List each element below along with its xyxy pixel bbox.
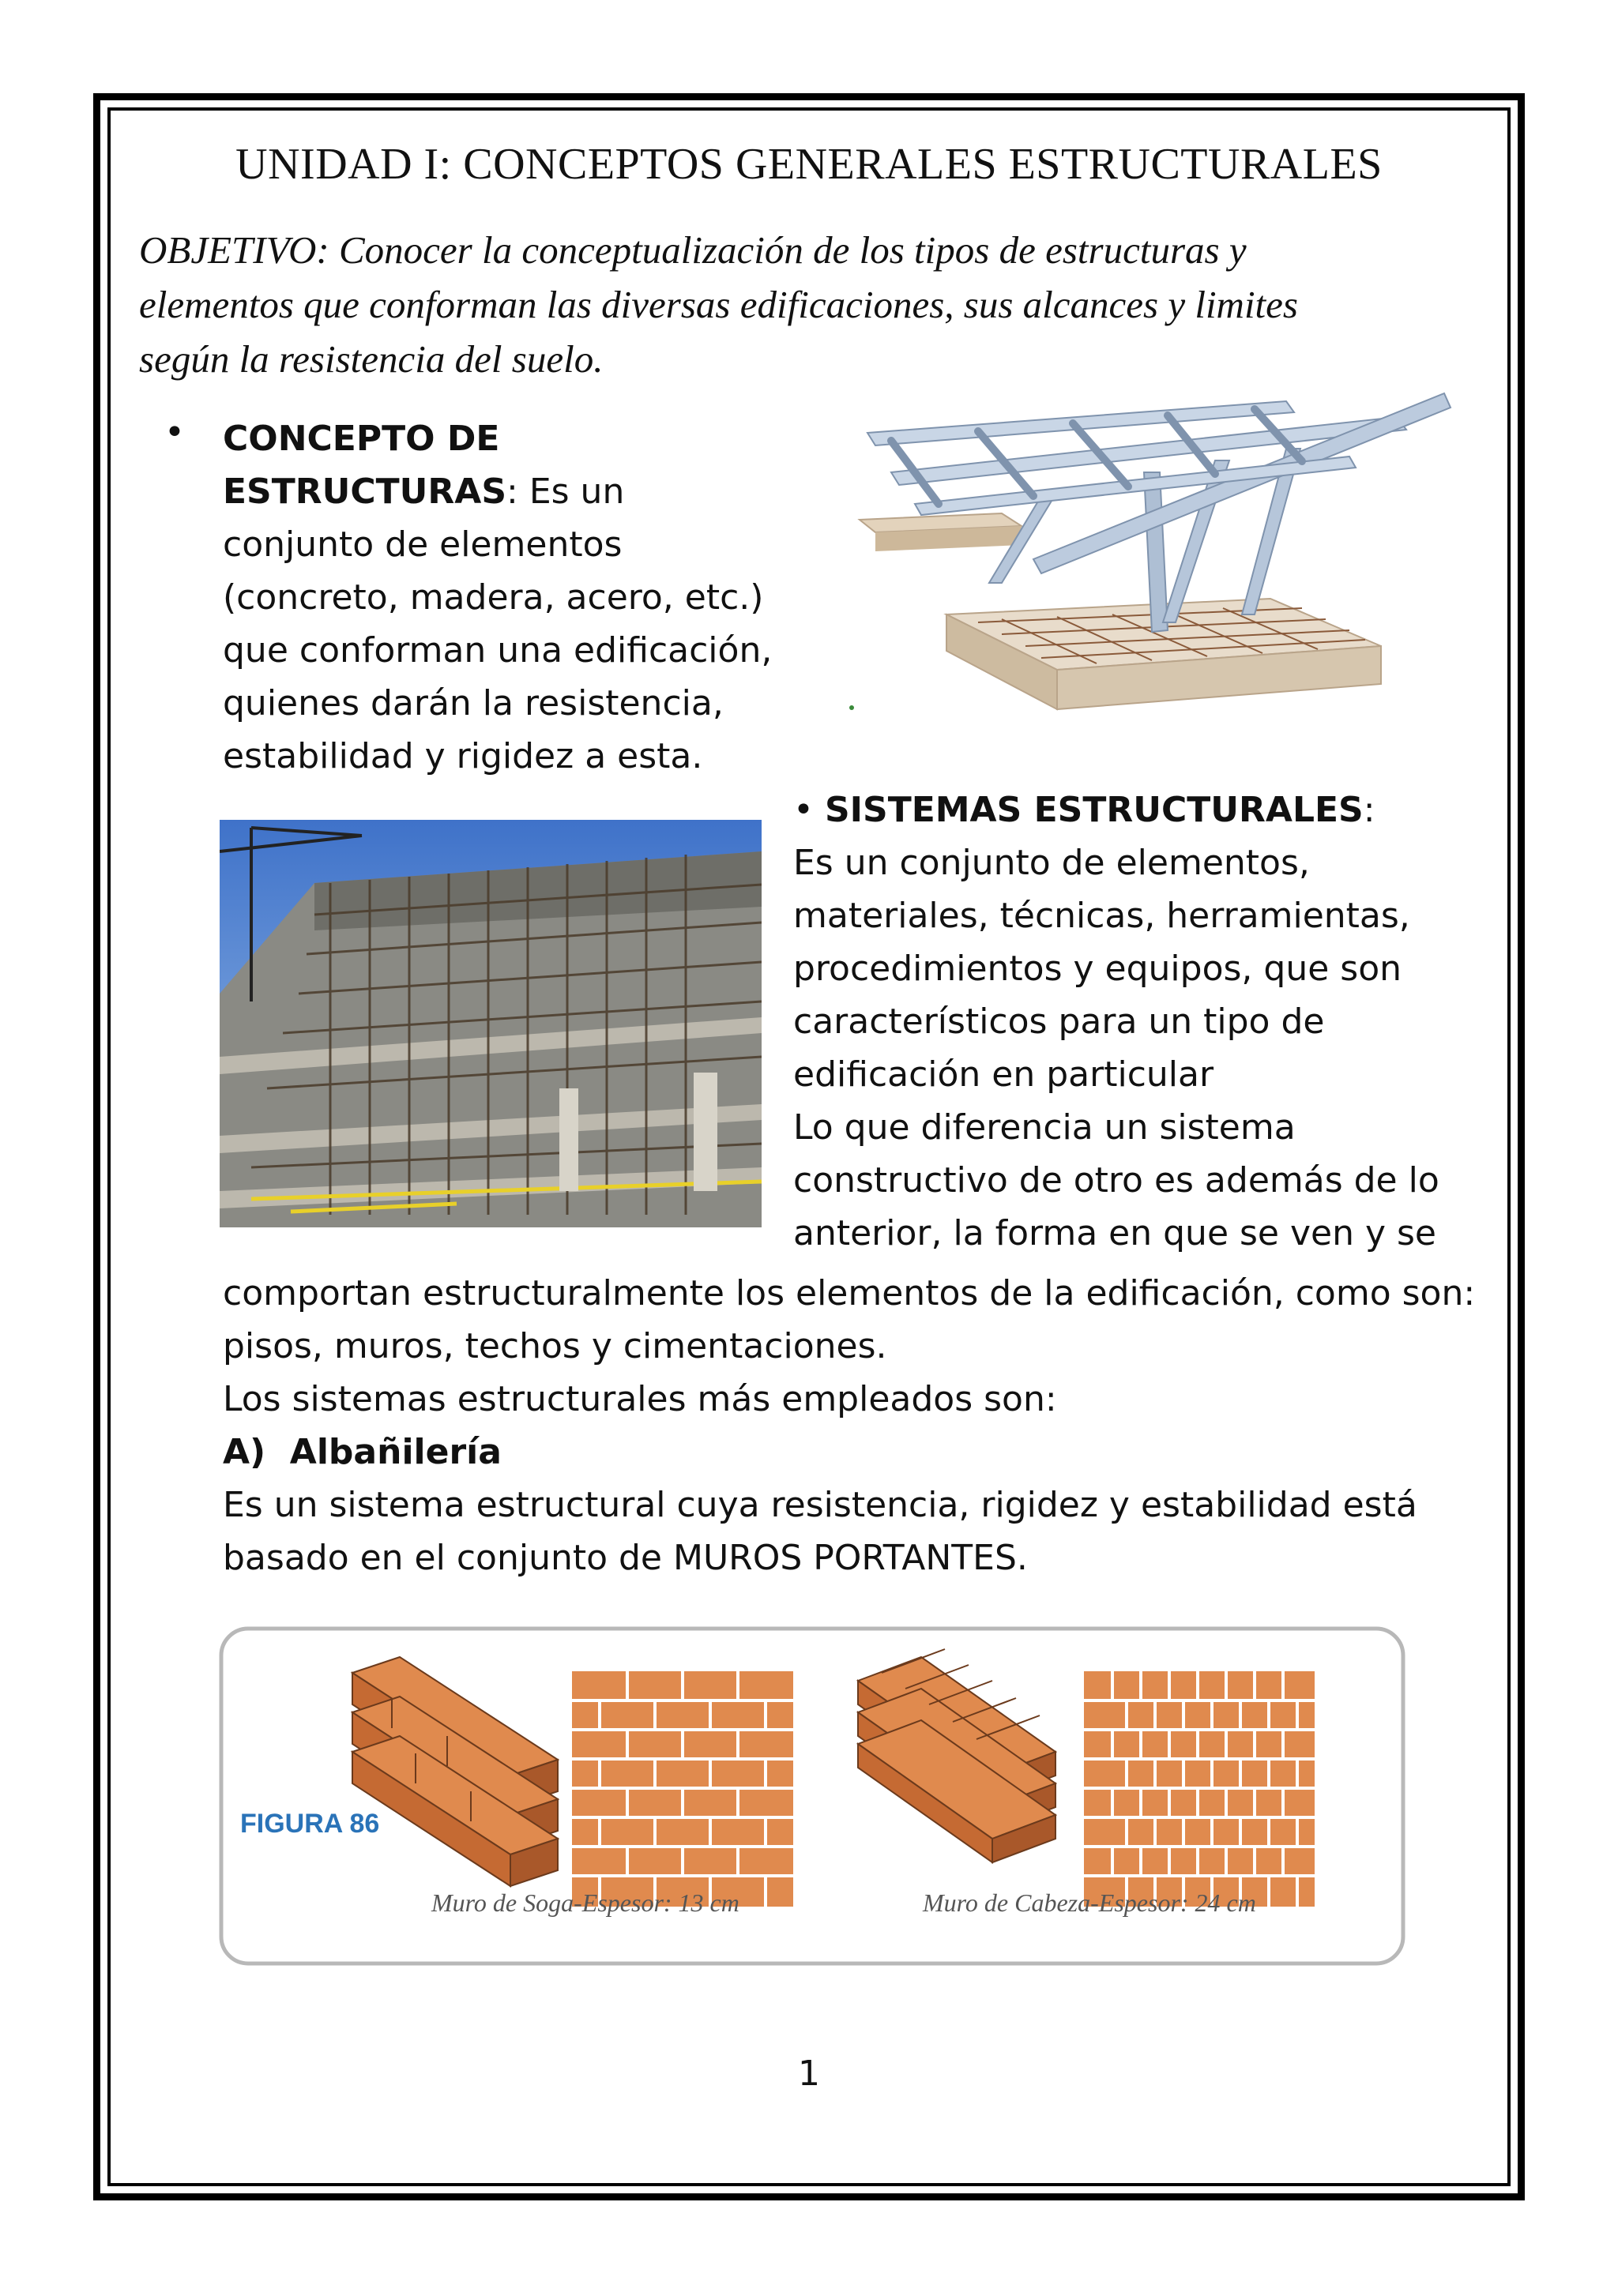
concepto-line: (concreto, madera, acero, etc.) bbox=[223, 577, 764, 618]
page-title: UNIDAD I: CONCEPTOS GENERALES ESTRUCTURALES bbox=[235, 140, 1383, 189]
sistemas-line: materiales, técnicas, herramientas, bbox=[793, 896, 1410, 936]
sistemas-heading: SISTEMAS ESTRUCTURALES bbox=[824, 790, 1364, 830]
concepto-line: estabilidad y rigidez a esta. bbox=[223, 736, 703, 776]
concepto-section bbox=[223, 412, 776, 783]
sistemas-line: Lo que diferencia un sistema bbox=[793, 1107, 1296, 1148]
bullet-concepto: • bbox=[164, 412, 185, 453]
albanileria-desc: Es un sistema estructural cuya resistencia, rigidez y estabilidad está bbox=[223, 1485, 1417, 1525]
sistemas-section bbox=[793, 783, 1488, 1260]
albanileria-desc: basado en el conjunto de MUROS PORTANTES. bbox=[223, 1538, 1028, 1578]
caption-soga: Muro de Soga-Espesor: 13 cm bbox=[431, 1888, 739, 1917]
concepto-colon: : bbox=[506, 472, 518, 512]
objective-line: según la resistencia del suelo. bbox=[139, 337, 604, 381]
steel-structure-image bbox=[844, 385, 1452, 725]
sistemas-line: Es un conjunto de elementos, bbox=[793, 843, 1310, 883]
brick-wall-soga bbox=[572, 1671, 793, 1907]
sistemas-line: procedimientos y equipos, que son bbox=[793, 949, 1402, 989]
concepto-heading: ESTRUCTURAS bbox=[223, 472, 507, 512]
brick-wall-cabeza bbox=[1084, 1671, 1315, 1907]
sistemas-line: edificación en particular bbox=[793, 1054, 1214, 1095]
concepto-line: que conforman una edificación, bbox=[223, 630, 773, 671]
sistemas-line: constructivo de otro es además de lo bbox=[793, 1160, 1439, 1201]
scaffold-construction-photo bbox=[220, 820, 762, 1227]
concepto-heading: CONCEPTO DE bbox=[223, 419, 500, 459]
concepto-text: Es un bbox=[517, 472, 625, 512]
concepto-line: conjunto de elementos bbox=[223, 524, 623, 565]
sistemas-colon: : bbox=[1363, 790, 1375, 830]
albanileria-heading: A) Albañilería bbox=[223, 1432, 502, 1472]
figure-label: FIGURA 86 bbox=[240, 1809, 380, 1839]
tail-line: Los sistemas estructurales más empleados son: bbox=[223, 1379, 1057, 1419]
figure-86-bricks bbox=[218, 1625, 1406, 1967]
objective-line: OBJETIVO: Conocer la conceptualización de los tipos de estructuras y bbox=[139, 228, 1247, 272]
caption-cabeza: Muro de Cabeza-Espesor: 24 cm bbox=[923, 1888, 1256, 1917]
objective-line: elementos que conforman las diversas edificaciones, sus alcances y limites bbox=[139, 283, 1298, 326]
objective-paragraph bbox=[139, 223, 1451, 386]
bullet-sistemas: • bbox=[793, 790, 814, 830]
page-number: 1 bbox=[798, 2054, 820, 2094]
tail-line: pisos, muros, techos y cimentaciones. bbox=[223, 1326, 887, 1366]
sistemas-line: anterior, la forma en que se ven y se bbox=[793, 1213, 1436, 1253]
concepto-line: quienes darán la resistencia, bbox=[223, 683, 724, 723]
sistemas-line: característicos para un tipo de bbox=[793, 1001, 1325, 1042]
tail-line: comportan estructuralmente los elementos de la edificación, como son: bbox=[223, 1273, 1476, 1313]
sistemas-continuation bbox=[223, 1267, 1503, 1584]
